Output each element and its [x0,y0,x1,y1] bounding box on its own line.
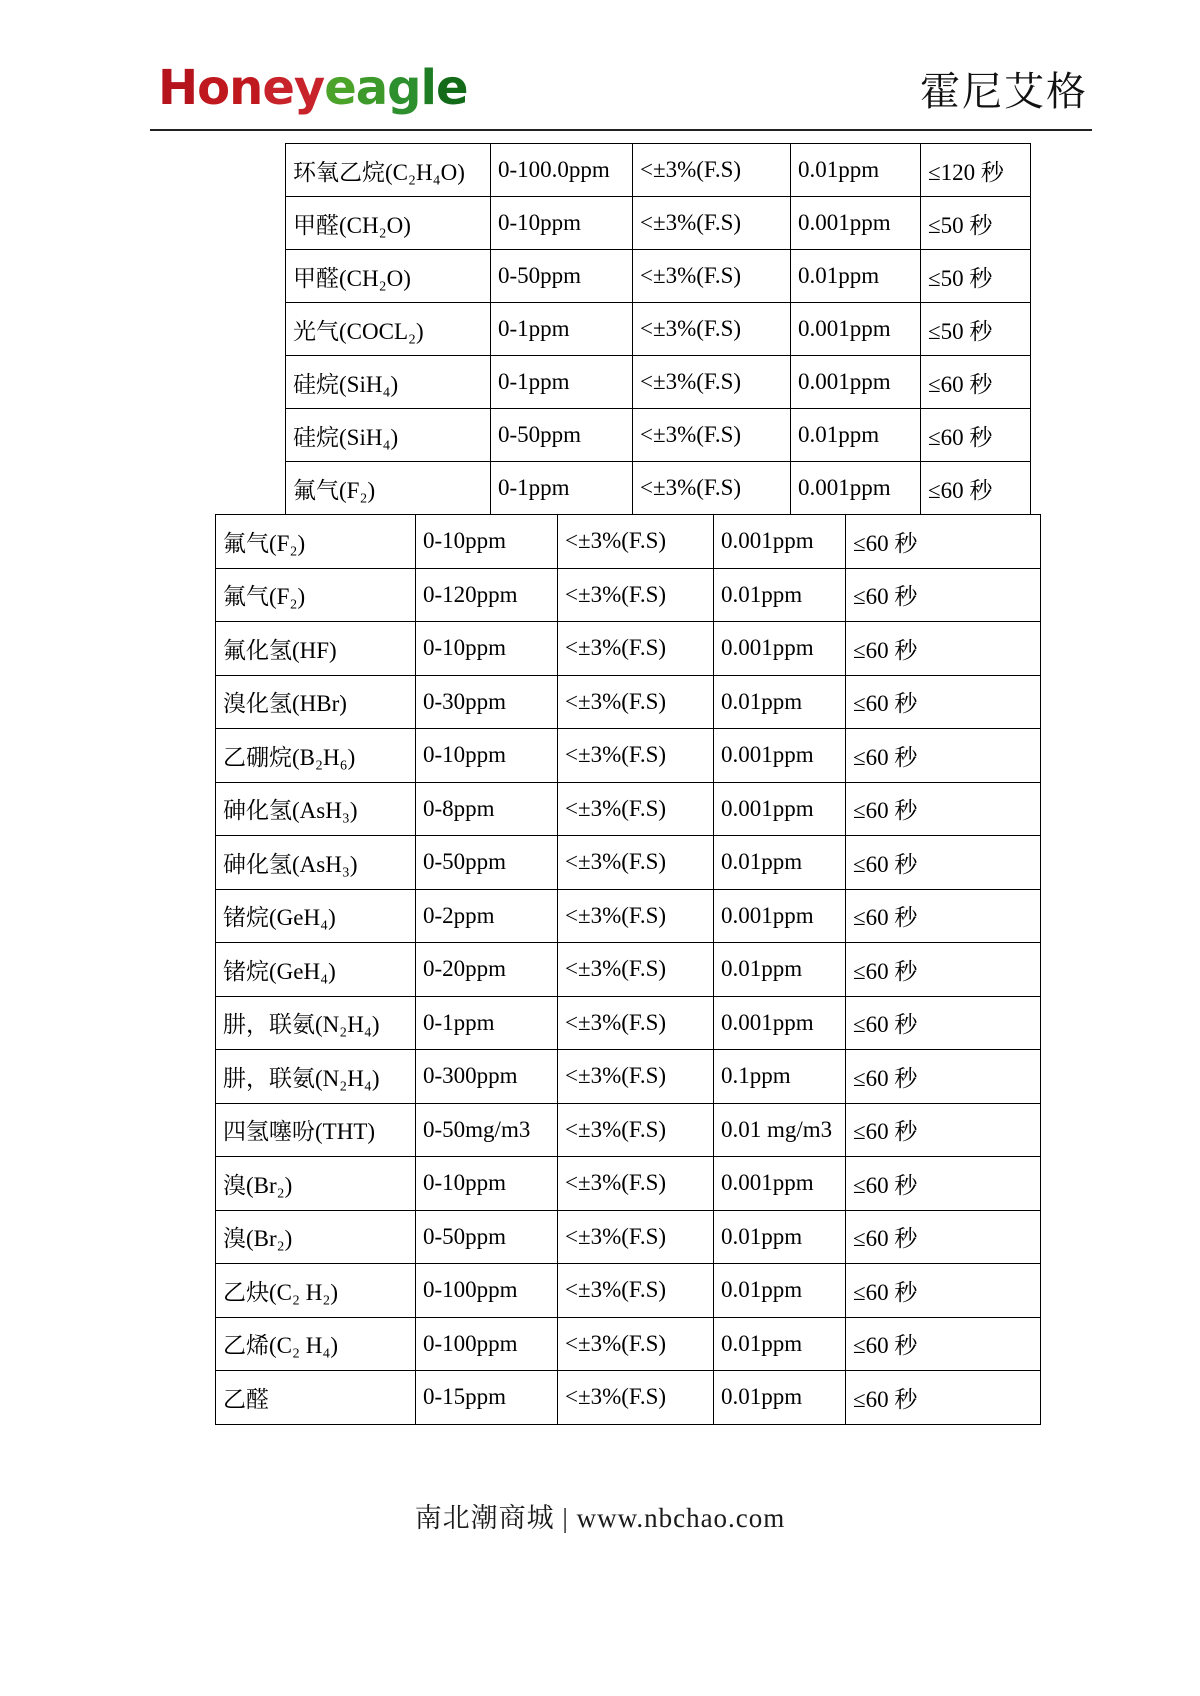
resolution-cell: 0.01ppm [714,1210,846,1264]
gas-spec-table-upper [285,143,1031,515]
accuracy-cell: <±3%(F.S) [558,782,714,836]
table-row [286,356,1031,409]
resolution-cell: 0.01ppm [791,250,921,303]
response-time-cell: ≤60 秒 [846,675,1041,729]
gas-name-cell: 溴(Br₂) [216,1210,416,1264]
gas-name-cell: 乙醛 [216,1371,416,1425]
response-time-cell: ≤60 秒 [846,1157,1041,1211]
table-row [216,515,1041,569]
table-row [286,409,1031,462]
table-row [216,1317,1041,1371]
range-cell: 0-50ppm [491,250,633,303]
gas-name-cell: 乙硼烷(B₂H₆) [216,729,416,783]
accuracy-cell: <±3%(F.S) [558,836,714,890]
resolution-cell: 0.1ppm [714,1050,846,1104]
response-time-cell: ≤60 秒 [921,409,1031,462]
gas-name-cell: 砷化氢(AsH₃) [216,782,416,836]
range-cell: 0-100.0ppm [491,144,633,197]
gas-name-cell: 肼，联氨(N₂H₄) [216,1050,416,1104]
brand-name-chinese: 霍尼艾格 [920,70,1088,114]
gas-name-cell: 砷化氢(AsH₃) [216,836,416,890]
resolution-cell: 0.001ppm [791,356,921,409]
gas-name-cell: 四氢噻吩(THT) [216,1103,416,1157]
resolution-cell: 0.01ppm [714,1371,846,1425]
range-cell: 0-10ppm [416,622,558,676]
gas-name-cell: 氟化氢(HF) [216,622,416,676]
resolution-cell: 0.001ppm [791,303,921,356]
logo-letter: a [355,60,388,116]
gas-name-cell: 乙烯(C₂ H₄) [216,1317,416,1371]
table-row [216,1264,1041,1318]
resolution-cell: 0.01ppm [714,836,846,890]
accuracy-cell: <±3%(F.S) [558,729,714,783]
range-cell: 0-1ppm [491,356,633,409]
gas-name-cell: 氟气(F₂) [286,462,491,515]
gas-name-cell: 氟气(F₂) [216,515,416,569]
accuracy-cell: <±3%(F.S) [633,462,791,515]
logo-letter: n [229,60,263,116]
accuracy-cell: <±3%(F.S) [558,1050,714,1104]
table-row [216,1103,1041,1157]
resolution-cell: 0.001ppm [714,996,846,1050]
resolution-cell: 0.001ppm [714,1157,846,1211]
range-cell: 0-50mg/m3 [416,1103,558,1157]
logo-letter: e [435,60,468,116]
accuracy-cell: <±3%(F.S) [558,515,714,569]
accuracy-cell: <±3%(F.S) [558,943,714,997]
response-time-cell: ≤60 秒 [846,515,1041,569]
response-time-cell: ≤50 秒 [921,197,1031,250]
gas-name-cell: 乙炔(C₂ H₂) [216,1264,416,1318]
range-cell: 0-1ppm [491,462,633,515]
range-cell: 0-50ppm [416,836,558,890]
table-row [216,675,1041,729]
range-cell: 0-2ppm [416,889,558,943]
gas-spec-table-lower [215,514,1041,1425]
range-cell: 0-10ppm [416,515,558,569]
accuracy-cell: <±3%(F.S) [558,622,714,676]
range-cell: 0-10ppm [491,197,633,250]
range-cell: 0-15ppm [416,1371,558,1425]
accuracy-cell: <±3%(F.S) [558,1157,714,1211]
resolution-cell: 0.001ppm [714,622,846,676]
response-time-cell: ≤60 秒 [846,1210,1041,1264]
logo-letter: g [387,60,421,116]
logo-letter: y [293,60,325,116]
resolution-cell: 0.001ppm [714,729,846,783]
gas-name-cell: 光气(COCL₂) [286,303,491,356]
response-time-cell: ≤60 秒 [846,996,1041,1050]
logo-letter: H [158,60,198,116]
logo-letter: l [420,60,436,116]
range-cell: 0-10ppm [416,1157,558,1211]
response-time-cell: ≤60 秒 [846,943,1041,997]
accuracy-cell: <±3%(F.S) [558,889,714,943]
gas-name-cell: 肼，联氨(N₂H₄) [216,996,416,1050]
range-cell: 0-120ppm [416,568,558,622]
gas-name-cell: 溴(Br₂) [216,1157,416,1211]
response-time-cell: ≤60 秒 [846,568,1041,622]
gas-name-cell: 锗烷(GeH₄) [216,943,416,997]
gas-name-cell: 硅烷(SiH₄) [286,409,491,462]
response-time-cell: ≤50 秒 [921,303,1031,356]
response-time-cell: ≤60 秒 [846,622,1041,676]
table-row [216,782,1041,836]
table-row [216,943,1041,997]
table-row [286,197,1031,250]
gas-name-cell: 环氧乙烷(C₂H₄O) [286,144,491,197]
gas-name-cell: 氟气(F₂) [216,568,416,622]
range-cell: 0-8ppm [416,782,558,836]
response-time-cell: ≤60 秒 [846,1264,1041,1318]
accuracy-cell: <±3%(F.S) [633,144,791,197]
range-cell: 0-100ppm [416,1264,558,1318]
response-time-cell: ≤60 秒 [846,889,1041,943]
resolution-cell: 0.001ppm [714,889,846,943]
table-row [216,1210,1041,1264]
table-row [216,729,1041,783]
gas-name-cell: 甲醛(CH₂O) [286,197,491,250]
response-time-cell: ≤60 秒 [846,1103,1041,1157]
table-row [216,1371,1041,1425]
table-row [216,996,1041,1050]
accuracy-cell: <±3%(F.S) [633,409,791,462]
logo-letter: o [197,60,230,116]
footer [0,1496,1200,1535]
resolution-cell: 0.01 mg/m3 [714,1103,846,1157]
range-cell: 0-300ppm [416,1050,558,1104]
response-time-cell: ≤60 秒 [846,1371,1041,1425]
response-time-cell: ≤50 秒 [921,250,1031,303]
table-row [216,836,1041,890]
table-row [286,250,1031,303]
accuracy-cell: <±3%(F.S) [633,303,791,356]
resolution-cell: 0.01ppm [714,1317,846,1371]
honeyeagle-logo [158,60,468,116]
footer-text: 南北潮商城 | www.nbchao.com [414,1503,786,1533]
resolution-cell: 0.01ppm [714,943,846,997]
response-time-cell: ≤60 秒 [846,836,1041,890]
table-row [216,568,1041,622]
accuracy-cell: <±3%(F.S) [558,1317,714,1371]
header-divider [150,129,1092,131]
resolution-cell: 0.01ppm [714,1264,846,1318]
accuracy-cell: <±3%(F.S) [633,250,791,303]
table-row [216,622,1041,676]
table-row [216,889,1041,943]
accuracy-cell: <±3%(F.S) [558,996,714,1050]
table-row [286,462,1031,515]
accuracy-cell: <±3%(F.S) [558,1264,714,1318]
gas-name-cell: 硅烷(SiH₄) [286,356,491,409]
resolution-cell: 0.01ppm [714,675,846,729]
range-cell: 0-1ppm [416,996,558,1050]
table-row [216,1050,1041,1104]
accuracy-cell: <±3%(F.S) [633,356,791,409]
logo-letter: e [324,60,356,116]
response-time-cell: ≤60 秒 [846,729,1041,783]
table-row [286,303,1031,356]
response-time-cell: ≤60 秒 [846,1050,1041,1104]
range-cell: 0-10ppm [416,729,558,783]
accuracy-cell: <±3%(F.S) [558,675,714,729]
resolution-cell: 0.01ppm [714,568,846,622]
response-time-cell: ≤120 秒 [921,144,1031,197]
accuracy-cell: <±3%(F.S) [633,197,791,250]
range-cell: 0-50ppm [416,1210,558,1264]
accuracy-cell: <±3%(F.S) [558,1210,714,1264]
resolution-cell: 0.001ppm [791,197,921,250]
range-cell: 0-100ppm [416,1317,558,1371]
accuracy-cell: <±3%(F.S) [558,1371,714,1425]
table-row [286,144,1031,197]
resolution-cell: 0.01ppm [791,409,921,462]
response-time-cell: ≤60 秒 [846,782,1041,836]
range-cell: 0-1ppm [491,303,633,356]
accuracy-cell: <±3%(F.S) [558,568,714,622]
logo-letter: e [262,60,294,116]
resolution-cell: 0.001ppm [791,462,921,515]
response-time-cell: ≤60 秒 [921,462,1031,515]
range-cell: 0-30ppm [416,675,558,729]
gas-name-cell: 甲醛(CH₂O) [286,250,491,303]
resolution-cell: 0.001ppm [714,515,846,569]
accuracy-cell: <±3%(F.S) [558,1103,714,1157]
table-row [216,1157,1041,1211]
resolution-cell: 0.01ppm [791,144,921,197]
gas-name-cell: 溴化氢(HBr) [216,675,416,729]
response-time-cell: ≤60 秒 [846,1317,1041,1371]
response-time-cell: ≤60 秒 [921,356,1031,409]
range-cell: 0-50ppm [491,409,633,462]
resolution-cell: 0.001ppm [714,782,846,836]
gas-name-cell: 锗烷(GeH₄) [216,889,416,943]
range-cell: 0-20ppm [416,943,558,997]
